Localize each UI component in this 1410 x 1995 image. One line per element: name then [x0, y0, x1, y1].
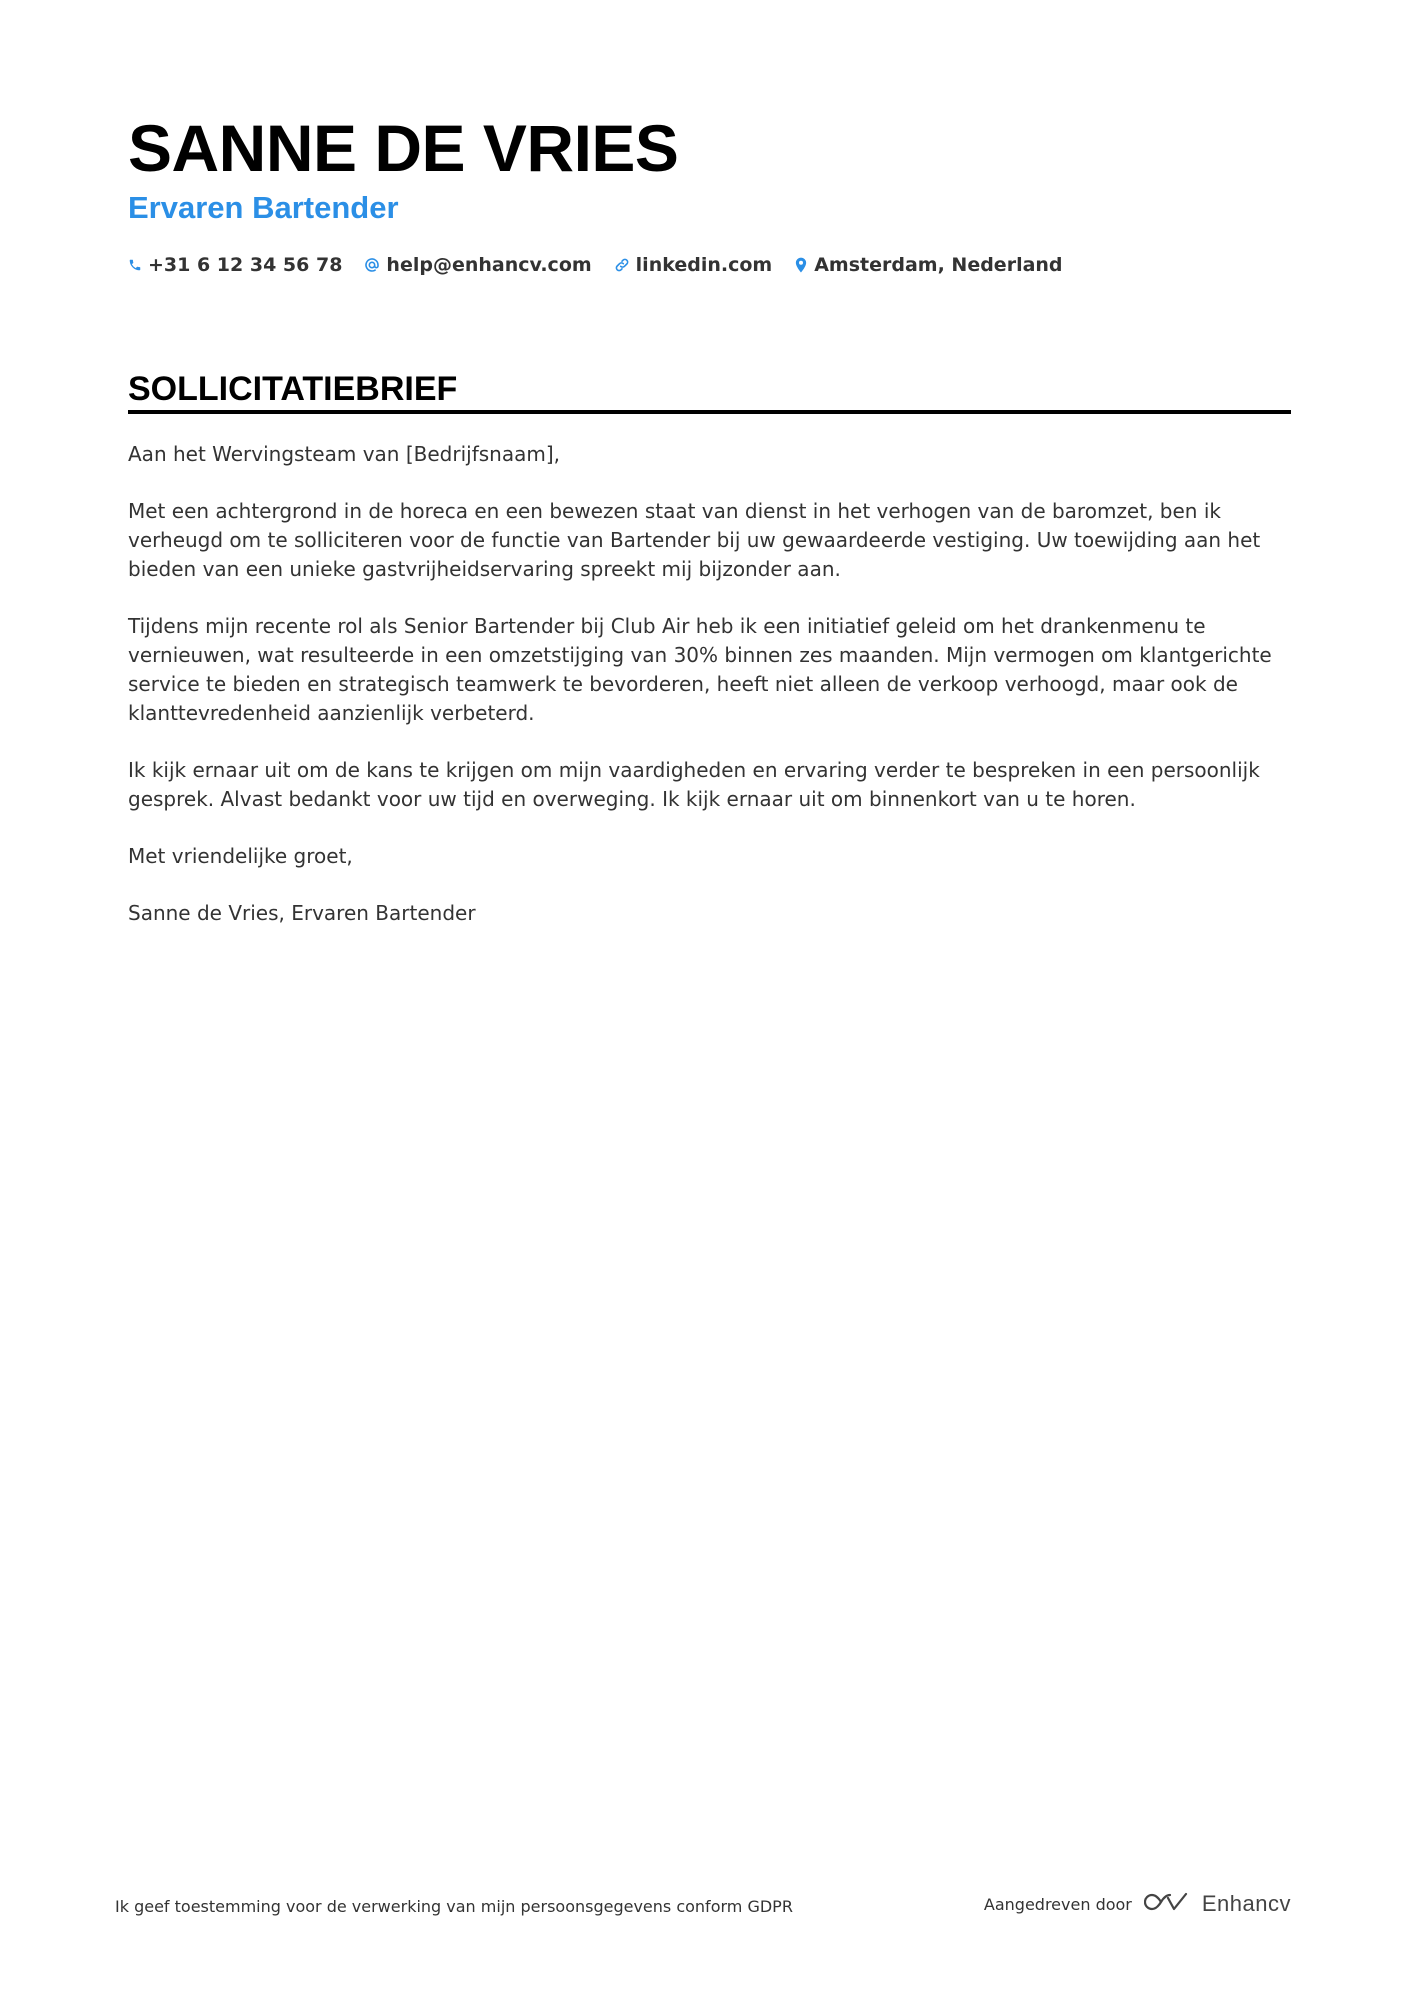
- powered-by[interactable]: [984, 1890, 1291, 1918]
- at-icon: [364, 257, 380, 273]
- letter-signature: Sanne de Vries, Ervaren Bartender: [128, 901, 476, 925]
- powered-by-label: Aangedreven door: [983, 1894, 1132, 1914]
- contact-phone[interactable]: [128, 254, 342, 276]
- section-title: SOLLICITATIEBRIEF: [128, 370, 458, 408]
- letter-paragraph: Tijdens mijn recente rol als Senior Bartender bij Club Air heb ik een initiatief geleid om het drankenmenu te vernieuwen, wat resulteerde in een omzetstijging van 30% binnen zes maanden. Mijn vermogen om klantgerichte service te bieden en strategisch teamwerk te bevorderen, heeft niet alleen de verkoop verhoogd, maar ook de klanttevredenheid aanzienlijk verbeterd.: [128, 614, 1272, 725]
- gdpr-consent: Ik geef toestemming voor de verwerking van mijn persoonsgegevens conform GDPR: [115, 1897, 793, 1916]
- email-text: help@enhancv.com: [386, 254, 592, 276]
- letter-body: [128, 440, 1291, 956]
- phone-text: +31 6 12 34 56 78: [148, 254, 343, 276]
- candidate-title: Ervaren Bartender: [128, 190, 399, 225]
- linkedin-text: linkedin.com: [635, 254, 773, 276]
- contact-location: [794, 254, 1062, 276]
- contact-email[interactable]: [364, 254, 591, 276]
- letter-paragraph: Met een achtergrond in de horeca en een bewezen staat van dienst in het verhogen van de baromzet, ben ik verheugd om te solliciteren voor de functie van Bartender bij uw gewaardeerde vestiging. Uw toewijding aan het bieden van een unieke gastvrijheidservaring spreekt mij bijzonder aan.: [128, 499, 1261, 581]
- candidate-name: SANNE DE VRIES: [128, 111, 679, 185]
- contact-linkedin[interactable]: [614, 254, 773, 276]
- letter-paragraph: Ik kijk ernaar uit om de kans te krijgen om mijn vaardigheden en ervaring verder te bespreken in een persoonlijk gesprek. Alvast bedankt voor uw tijd en overweging. Ik kijk ernaar uit om binnenkort van u te horen.: [128, 758, 1260, 811]
- contact-bar: [128, 254, 1063, 276]
- link-icon: [614, 257, 630, 273]
- brand-name: Enhancv: [1201, 1891, 1291, 1916]
- enhancv-logo-icon: [1144, 1890, 1190, 1918]
- letter-closing: Met vriendelijke groet,: [128, 844, 353, 868]
- letter-salutation: Aan het Wervingsteam van [Bedrijfsnaam],: [128, 442, 560, 466]
- location-pin-icon: [794, 257, 808, 273]
- phone-icon: [128, 258, 142, 272]
- section-divider: [128, 410, 1291, 414]
- location-text: Amsterdam, Nederland: [814, 254, 1063, 276]
